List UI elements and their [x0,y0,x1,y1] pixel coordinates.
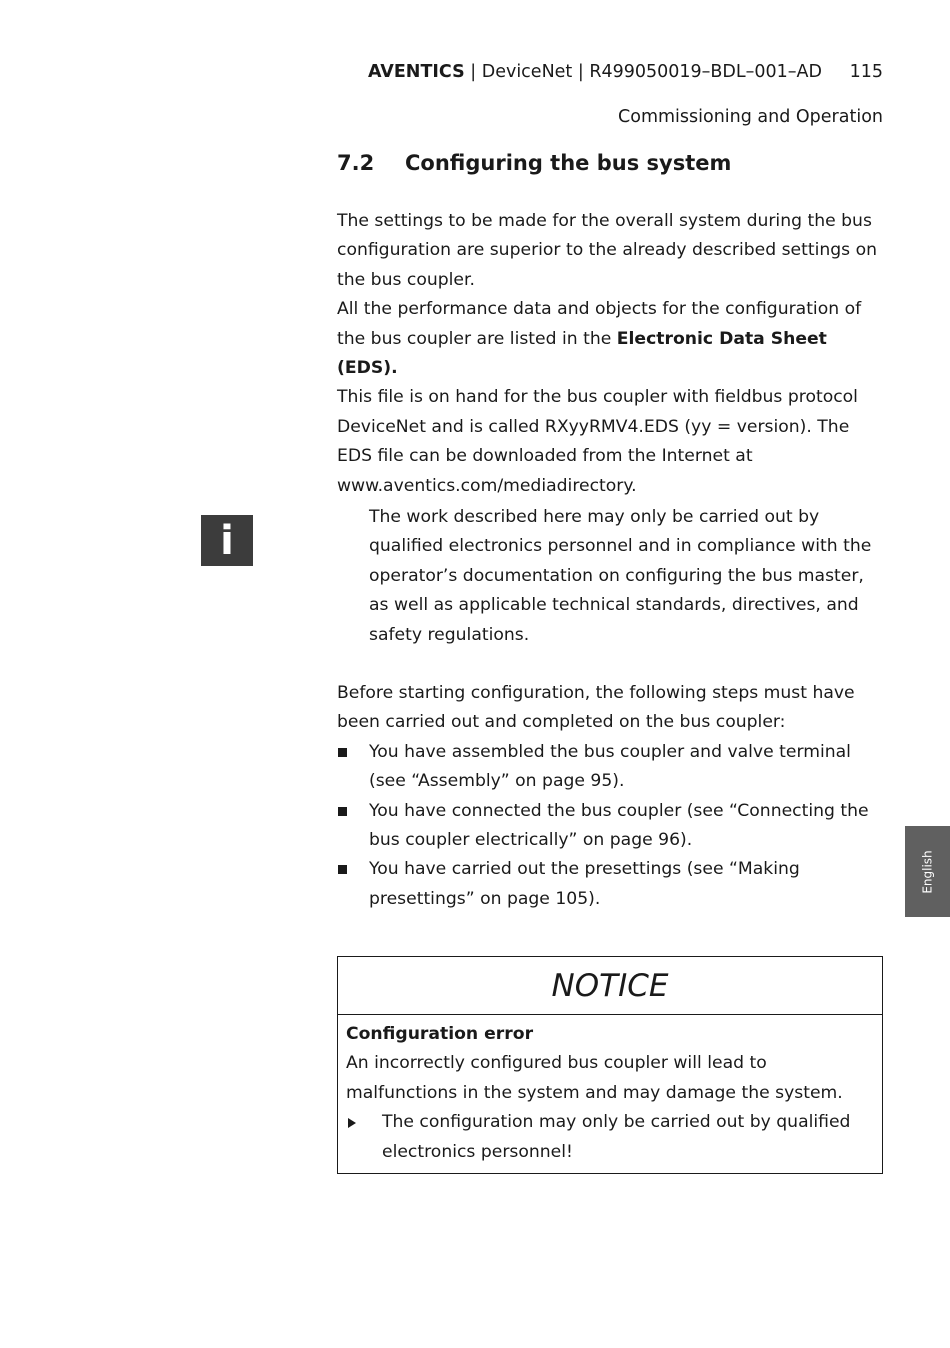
chapter-title: Commissioning and Operation [618,107,883,127]
square-bullet-icon [338,748,347,757]
page-number: 115 [849,62,883,82]
eds-emphasis: Electronic Data Sheet (EDS). [337,328,827,379]
list-item [337,855,885,914]
list-item-text: You have carried out the presettings (see “Making presettings” on page 105). [369,859,800,909]
prerequisites [337,679,885,914]
paragraph: This file is on hand for the bus coupler with fieldbus protocol DeviceNet and is called RXyyRMV4.EDS (yy = version). The EDS file can be downloaded from the Internet at www.aventics.com/mediadirectory. [337,387,858,496]
page-header [368,62,883,82]
list-item-text: You have connected the bus coupler (see “Connecting the bus coupler electrically” on page 96). [369,800,869,851]
list-item-text: You have assembled the bus coupler and valve terminal (see “Assembly” on page 95). [369,741,851,792]
brand-name: AVENTICS [367,62,465,82]
info-note: The work described here may only be carried out by qualified electronics personnel and in compliance with the operator’s documentation on configuring the bus master, as well as applicable technical standards, directives, and safety regulations. [369,507,872,645]
notice-error-title: Configuration error [346,1024,534,1044]
list-item [337,738,885,797]
paragraph: The settings to be made for the overall system during the bus configuration are superior to the already described settings on the bus coupler. [337,211,877,290]
square-bullet-icon [338,807,347,816]
notice-title: NOTICE [338,957,882,1015]
document-title: | DeviceNet | R499050019–BDL–001–AD [470,62,823,82]
prerequisites-list [337,738,885,914]
info-icon-glyph: i [220,517,234,564]
arrow-right-icon [348,1118,356,1128]
language-label: English [920,849,935,894]
notice-action-text: The configuration may only be carried out by qualified electronics personnel! [382,1112,851,1162]
notice-box [337,956,883,1174]
intro-text [337,207,885,501]
notice-action [346,1108,874,1167]
info-icon [201,515,253,566]
notice-description: An incorrectly configured bus coupler will lead to malfunctions in the system and may damage the system. [346,1053,843,1103]
square-bullet-icon [338,865,347,874]
notice-body [338,1015,882,1167]
language-tab [905,826,950,917]
section-number: 7.2 [337,151,375,175]
section-title: Configuring the bus system [405,151,732,175]
prerequisites-intro: Before starting configuration, the following steps must have been carried out and completed on the bus coupler: [337,683,855,733]
paragraph [337,295,885,383]
section-heading [337,151,731,175]
paragraph-text: All the performance data and objects for the configuration of the bus coupler are listed in the [337,299,862,349]
list-item [337,797,885,856]
